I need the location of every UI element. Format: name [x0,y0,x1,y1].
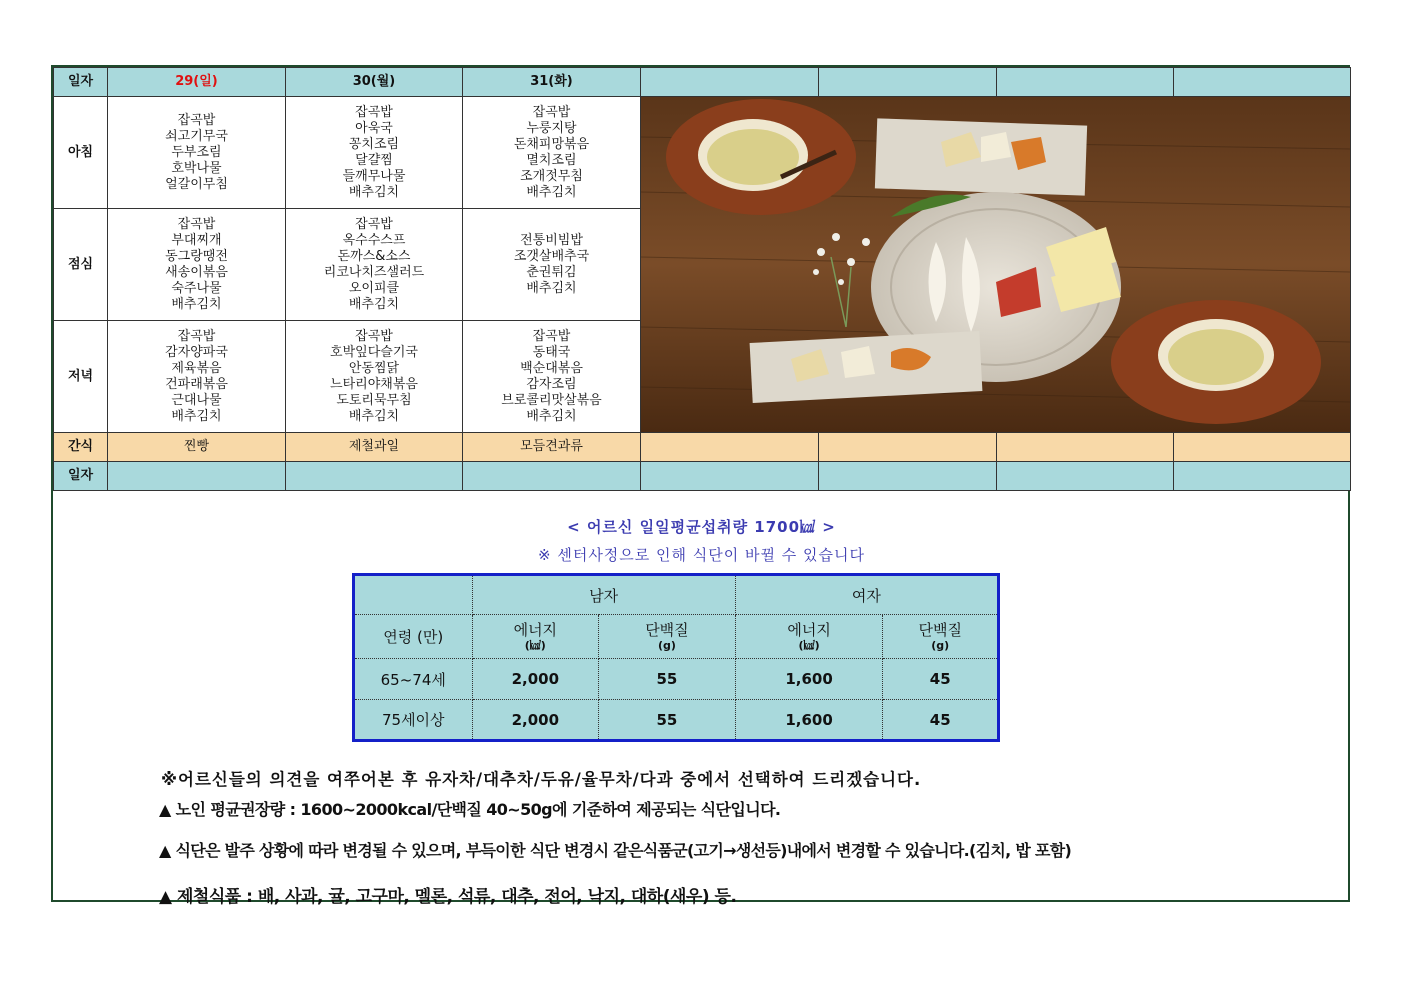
date-header-row [54,68,1351,97]
menu-item: 배추김치 [348,408,400,424]
date-cell [641,68,819,97]
female-header: 여자 [735,575,998,615]
menu-item: 얼갈이무침 [165,176,228,192]
snack-cell: 찐빵 [108,433,286,462]
menu-item: 동그랑땡전 [165,248,228,264]
age-cell: 65~74세 [354,659,473,700]
date-cell [1174,68,1351,97]
menu-cell [108,97,286,209]
menu-cell [108,321,286,433]
nutrition-table [352,573,1000,742]
female-energy-header [735,615,883,659]
menu-item: 잡곡밥 [355,104,393,120]
snack-cell: 제철과일 [286,433,463,462]
menu-sheet [51,65,1350,907]
menu-item: 배추김치 [526,184,577,200]
nutrition-row [354,700,999,741]
tea-choice-note: ※어르신들의 의견을 여쭈어본 후 유자차/대추차/두유/율무차/다과 중에서 선택하여 드리겠습니다. [161,770,922,789]
snack-label: 간식 [54,433,108,462]
menu-item: 오이피클 [348,280,400,296]
fruit-plate-icon [641,97,1351,432]
energy-unit: (㎉) [798,638,820,652]
male-energy-cell: 2,000 [472,700,599,741]
menu-item: 도토리묵무침 [336,392,412,408]
empty-cell [997,462,1174,491]
menu-item: 돈채피망볶음 [513,136,590,152]
menu-item: 느타리야채볶음 [330,376,418,392]
menu-item: 쇠고기무국 [165,128,228,144]
menu-item: 배추김치 [348,296,400,312]
male-energy-header [472,615,599,659]
menu-item: 제육볶음 [171,360,222,376]
breakfast-row [54,97,1351,209]
date-label: 일자 [54,68,108,97]
menu-item: 달걀찜 [355,152,393,168]
menu-item: 백순대볶음 [520,360,583,376]
female-energy-cell: 1,600 [735,659,883,700]
male-protein-header [599,615,736,659]
menu-item: 조개젓무침 [520,168,583,184]
menu-item: 배추김치 [526,280,577,296]
menu-item: 동태국 [532,344,571,360]
menu-item: 잡곡밥 [532,328,571,344]
menu-item: 잡곡밥 [355,328,393,344]
menu-cell [463,209,641,321]
menu-change-policy-note: ▲ 식단은 발주 상황에 따라 변경될 수 있으며, 부득이한 식단 변경시 같은식품군(고기→생선등)내에서 변경할 수 있습니다.(김치, 밥 포함) [159,841,1072,860]
energy-label: 에너지 [513,620,558,639]
menu-item: 잡곡밥 [532,104,571,120]
snack-cell [641,433,819,462]
male-header: 남자 [472,575,735,615]
menu-item: 멸치조림 [526,152,577,168]
empty-cell [1174,462,1351,491]
snack-cell [997,433,1174,462]
protein-label: 단백질 [918,620,962,639]
lunch-label: 점심 [54,209,108,321]
dinner-label: 저녁 [54,321,108,433]
menu-item: 호박잎다슬기국 [330,344,418,360]
menu-item: 춘권튀김 [526,264,577,280]
date-cell [819,68,997,97]
date-footer-row [54,462,1351,491]
empty-cell [819,462,997,491]
snack-cell: 모듬견과류 [463,433,641,462]
menu-item: 배추김치 [526,408,577,424]
date-label: 일자 [54,462,108,491]
menu-item: 안동찜닭 [348,360,400,376]
gender-header-row [354,575,999,615]
daily-intake-title: < 어르신 일일평균섭취량 1700㎉ > [567,518,836,536]
female-energy-cell: 1,600 [735,700,883,741]
menu-cell [286,321,463,433]
female-protein-header [883,615,999,659]
menu-item: 브로콜리맛살볶음 [501,392,602,408]
calorie-guideline-note: ▲ 노인 평균권장량 : 1600~2000kcal/단백질 40~50g에 기준하여 제공되는 식단입니다. [159,800,781,819]
empty-cell [641,462,819,491]
protein-unit: (g) [931,638,950,652]
menu-item: 근대나물 [171,392,222,408]
menu-item: 숙주나물 [171,280,222,296]
menu-item: 잡곡밥 [177,216,216,232]
age-cell: 75세이상 [354,700,473,741]
menu-item: 호박나물 [171,160,222,176]
weekly-menu-table [53,67,1351,491]
date-cell [997,68,1174,97]
menu-item: 새송이볶음 [165,264,228,280]
empty-cell [286,462,463,491]
menu-change-notice: ※ 센터사정으로 인해 식단이 바뀔 수 있습니다 [538,546,865,564]
energy-unit: (㎉) [524,638,546,652]
menu-item: 잡곡밥 [355,216,393,232]
info-section [53,495,1350,907]
seasonal-food-note: ▲ 제철식품 : 배, 사과, 귤, 고구마, 멜론, 석류, 대추, 전어, 낙지, 대하(새우) 등. [159,887,737,907]
protein-label: 단백질 [645,620,689,639]
empty-cell [463,462,641,491]
snack-row [54,433,1351,462]
menu-item: 두부조림 [171,144,222,160]
menu-item: 꽁치조림 [348,136,400,152]
menu-item: 잡곡밥 [177,328,216,344]
nutrition-row [354,659,999,700]
menu-item: 리코나치즈샐러드 [323,264,425,280]
menu-item: 누룽지탕 [526,120,577,136]
menu-item: 전통비빔밥 [520,232,583,248]
date-cell: 31(화) [463,68,641,97]
breakfast-label: 아침 [54,97,108,209]
energy-label: 에너지 [787,620,831,639]
fruit-plate-photo [641,97,1351,433]
date-cell: 30(월) [286,68,463,97]
menu-item: 조갯살배추국 [513,248,590,264]
female-protein-cell: 45 [883,700,999,741]
menu-cell [463,321,641,433]
menu-item: 들깨무나물 [342,168,406,184]
menu-item: 감자조림 [526,376,577,392]
menu-cell [463,97,641,209]
age-header: 연령 (만) [354,615,473,659]
menu-item: 부대찌개 [171,232,222,248]
male-energy-cell: 2,000 [472,659,599,700]
menu-cell [286,209,463,321]
male-protein-cell: 55 [599,700,736,741]
menu-item: 건파래볶음 [165,376,228,392]
menu-item: 감자양파국 [165,344,228,360]
menu-item: 옥수수스프 [342,232,406,248]
menu-item: 배추김치 [348,184,400,200]
menu-item: 돈까스&소스 [337,248,411,264]
column-header-row [354,615,999,659]
female-protein-cell: 45 [883,659,999,700]
protein-unit: (g) [657,638,676,652]
male-protein-cell: 55 [599,659,736,700]
empty-cell [354,575,473,615]
date-cell: 29(일) [108,68,286,97]
menu-item: 잡곡밥 [177,112,216,128]
menu-item: 배추김치 [171,296,222,312]
menu-item: 배추김치 [171,408,222,424]
snack-cell [1174,433,1351,462]
menu-cell [286,97,463,209]
empty-cell [108,462,286,491]
menu-item: 아욱국 [355,120,393,136]
menu-cell [108,209,286,321]
snack-cell [819,433,997,462]
